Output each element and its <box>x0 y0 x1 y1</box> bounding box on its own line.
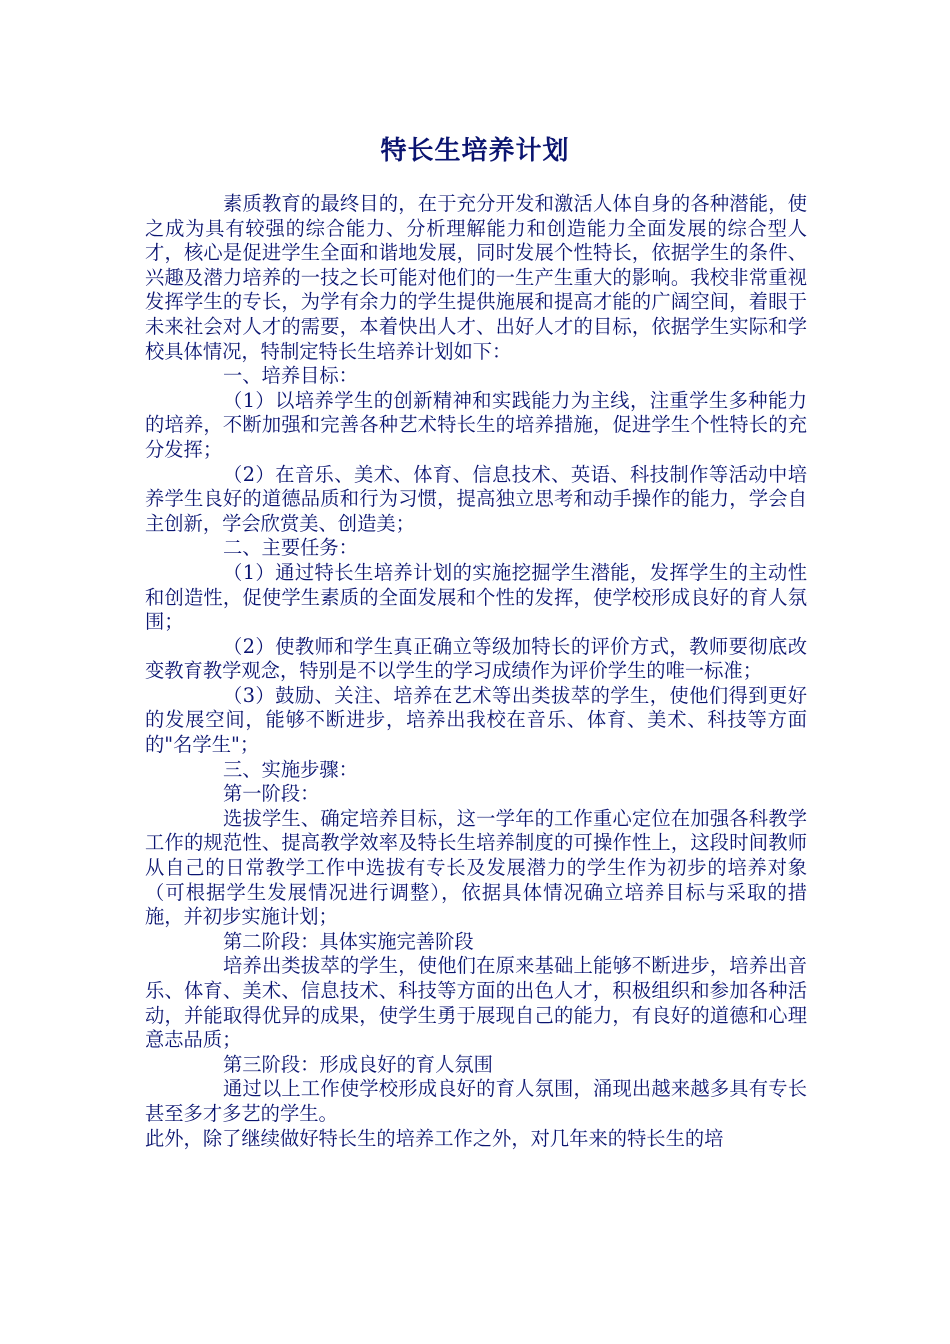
stage-3-heading: 第三阶段：形成良好的育人氛围 <box>223 1052 493 1076</box>
closing-paragraph: 此外，除了继续做好特长生的培养工作之外，对几年来的特长生的培 <box>145 1126 724 1150</box>
stage-3-paragraph: 通过以上工作使学校形成良好的育人氛围，涌现出越来越多具有专长甚至多才多艺的学生。 <box>145 1077 807 1125</box>
task-item-2: （2）使教师和学生真正确立等级加特长的评价方式，教师要彻底改变教育教学观念，特别是不以学生的学习成绩作为评价学生的唯一标准； <box>145 634 807 683</box>
goal-item-2: （2）在音乐、美术、体育、信息技术、英语、科技制作等活动中培养学生良好的道德品质和行为习惯，提高独立思考和动手操作的能力，学会自主创新，学会欣赏美、创造美； <box>145 462 807 535</box>
goal-item-1: （1）以培养学生的创新精神和实践能力为主线，注重学生多种能力的培养，不断加强和完善各种艺术特长生的培养措施，促进学生个性特长的充分发挥； <box>145 388 807 461</box>
intro-paragraph: 素质教育的最终目的，在于充分开发和激活人体自身的各种潜能，使之成为具有较强的综合能力、分析理解能力和创造能力全面发展的综合型人才，核心是促进学生全面和谐地发展，同时发展个性特长，依据学生的条件、兴趣及潜力培养的一技之长可能对他们的一生产生重大的影响。我校非常重视发挥学生的专长，为学有余力的学生提供施展和提高才能的广阔空间，着眼于未来社会对人才的需要，本着快出人才、出好人才的目标，依据学生实际和学校具体情况，特制定特长生培养计划如下： <box>145 192 807 363</box>
document-body <box>145 192 807 1151</box>
section-heading-steps: 三、实施步骤： <box>223 757 358 781</box>
stage-2-paragraph: 培养出类拔萃的学生，使他们在原来基础上能够不断进步，培养出音乐、体育、美术、信息技术、科技等方面的出色人才，积极组织和参加各种活动，并能取得优异的成果，使学生勇于展现自己的能力，有良好的道德和心理意志品质； <box>145 954 807 1052</box>
stage-1-paragraph: 选拔学生、确定培养目标，这一学年的工作重心定位在加强各科教学工作的规范性、提高教学效率及特长生培养制度的可操作性上，这段时间教师从自己的日常教学工作中选拔有专长及发展潜力的学生作为初步的培养对象（可根据学生发展情况进行调整），依据具体情况确立培养目标与采取的措施，并初步实施计划； <box>145 806 807 929</box>
section-heading-goals: 一、培养目标： <box>223 364 358 388</box>
task-item-3: （3）鼓励、关注、培养在艺术等出类拔萃的学生，使他们得到更好的发展空间，能够不断进步，培养出我校在音乐、体育、美术、科技等方面的"名学生"； <box>145 683 807 757</box>
stage-2-heading: 第二阶段：具体实施完善阶段 <box>223 929 474 953</box>
stage-1-heading: 第一阶段： <box>223 782 320 806</box>
document-title: 特长生培养计划 <box>380 136 570 166</box>
section-heading-tasks: 二、主要任务： <box>223 536 358 560</box>
task-item-1: （1）通过特长生培养计划的实施挖掘学生潜能，发挥学生的主动性和创造性，促使学生素质的全面发展和个性的发挥，使学校形成良好的育人氛围； <box>145 560 807 634</box>
